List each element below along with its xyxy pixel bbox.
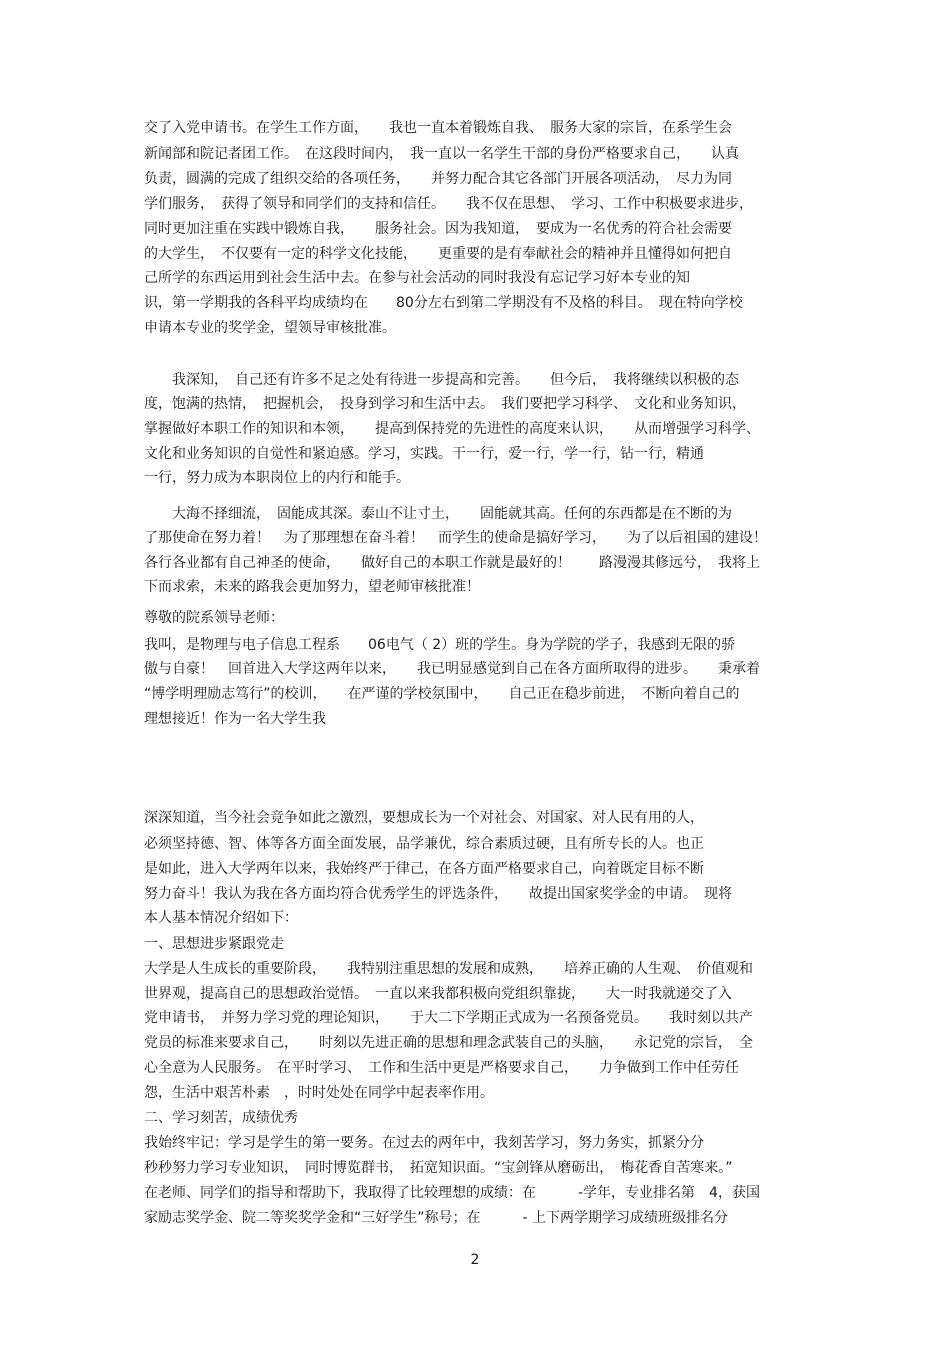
section-heading: 二、学习刻苦，成绩优秀 bbox=[144, 1110, 298, 1126]
text-line: 我叫，是物理与电子信息工程系 06电气（ 2）班的学生。身为学院的学子，我感到无限的骄 bbox=[144, 637, 736, 653]
text-line: 大海不择细流， 固能成其深。泰山不让寸土， 固能就其高。任何的东西都是在不断的为 bbox=[144, 506, 732, 522]
text-line: 了那使命在努力着！ 为了那理想在奋斗着！ 而学生的使命是搞好学习， 为了以后祖国的建设！ bbox=[144, 530, 767, 546]
text-line: 本人基本情况介绍如下： bbox=[144, 910, 298, 926]
text-line: 是如此，进入大学两年以来，我始终严于律己，在各方面严格要求自己，向着既定目标不断 bbox=[144, 861, 704, 877]
text-line: 度，饱满的热情， 把握机会， 投身到学习和生活中去。 我们要把学习科学、 文化和业务知识， bbox=[144, 396, 746, 412]
text-line: 家励志奖学金、院二等奖奖学金和“三好学生”称号；在 - 上下两学期学习成绩班级排名分 bbox=[144, 1210, 729, 1226]
text-line: 努力奋斗！我认为我在各方面均符合优秀学生的评选条件， 故提出国家奖学金的申请。 现将 bbox=[144, 886, 732, 902]
text-line: 各行各业都有自己神圣的使命， 做好自己的本职工作就是最好的！ 路漫漫其修远兮， 我将上 bbox=[144, 555, 760, 571]
page-number: 2 bbox=[470, 1252, 480, 1268]
text-line: 识，第一学期我的各科平均成绩均在 80分左右到第二学期没有不及格的科目。 现在特向学校 bbox=[144, 295, 743, 311]
text-line: 负责，圆满的完成了组织交给的各项任务， 并努力配合其它各部门开展各项活动， 尽力为同 bbox=[144, 171, 732, 187]
text-line: “博学明理励志笃行”的校训， 在严谨的学校氛围中， 自己正在稳步前进， 不断向着自己的 bbox=[144, 686, 740, 702]
text-line: 同时更加注重在实践中锻炼自我， 服务社会。因为我知道， 要成为一名优秀的符合社会需要 bbox=[144, 221, 732, 237]
text-line: 学们服务， 获得了领导和同学们的支持和信任。 我不仅在思想、 学习、工作中积极要求进步， bbox=[144, 196, 753, 212]
text-line: 我深知， 自己还有许多不足之处有待进一步提高和完善。 但今后， 我将继续以积极的态 bbox=[144, 372, 739, 388]
text-line: 己所学的东西运用到社会生活中去。在参与社会活动的同时我没有忘记学习好本专业的知 bbox=[144, 270, 690, 286]
text-line: 理想接近！作为一名大学生我 bbox=[144, 711, 326, 727]
text-line: 必须坚持德、智、体等各方面全面发展，品学兼优，综合素质过硬，且有所专长的人。也正 bbox=[144, 836, 704, 852]
text-line: 傲与自豪！ 回首进入大学这两年以来， 我已明显感觉到自己在各方面所取得的进步。 秉承着 bbox=[144, 661, 760, 677]
text-line: 文化和业务知识的自觉性和紧迫感。学习，实践。干一行，爱一行，学一行，钻一行，精通 bbox=[144, 446, 704, 462]
text-line: 一行，努力成为本职岗位上的内行和能手。 bbox=[144, 470, 410, 486]
text-line: 我始终牢记：学习是学生的第一要务。在过去的两年中，我刻苦学习，努力务实，抓紧分分 bbox=[144, 1135, 704, 1151]
text-line: 掌握做好本职工作的知识和本领， 提高到保持党的先进性的高度来认识， 从而增强学习科学、 bbox=[144, 421, 760, 437]
text-line: 党员的标准来要求自己， 时刻以先进正确的思想和理念武装自己的头脑， 永记党的宗旨， 全 bbox=[144, 1035, 753, 1051]
text-line: 申请本专业的奖学金，望领导审核批准。 bbox=[144, 320, 396, 336]
text-line: 在老师、同学们的指导和帮助下，我取得了比较理想的成绩：在 -学年，专业排名第 4，获国 bbox=[144, 1185, 760, 1201]
text-line: 交了入党申请书。在学生工作方面， 我也一直本着锻炼自我、 服务大家的宗旨，在系学生会 bbox=[144, 120, 732, 136]
text-line: 深深知道，当今社会竞争如此之激烈，要想成长为一个对社会、对国家、对人民有用的人， bbox=[144, 810, 704, 826]
text-line: 心全意为人民服务。 在平时学习、 工作和生活中更是严格要求自己， 力争做到工作中任劳任 bbox=[144, 1060, 739, 1076]
text-line: 的大学生， 不仅要有一定的科学文化技能， 更重要的是有奉献社会的精神并且懂得如何把自 bbox=[144, 246, 732, 262]
section-heading: 一、思想进步紧跟党走 bbox=[144, 936, 284, 952]
text-line: 新闻部和院记者团工作。 在这段时间内， 我一直以一名学生干部的身份严格要求自己， 认真 bbox=[144, 146, 739, 162]
text-line: 秒秒努力学习专业知识， 同时博览群书， 拓宽知识面。“宝剑锋从磨砺出， 梅花香自苦寒来。” bbox=[144, 1160, 733, 1176]
text-line: 怨，生活中艰苦朴素 ，时时处处在同学中起表率作用。 bbox=[144, 1085, 494, 1101]
text-line: 世界观，提高自己的思想政治觉悟。 一直以来我都积极向党组织靠拢， 大一时我就递交了入 bbox=[144, 986, 732, 1002]
text-line: 下而求索，未来的路我会更加努力，望老师审核批准！ bbox=[144, 579, 480, 595]
salutation: 尊敬的院系领导老师： bbox=[144, 610, 284, 626]
text-line: 党申请书， 并努力学习党的理论知识， 于大二下学期正式成为一名预备党员。 我时刻以共产 bbox=[144, 1010, 753, 1026]
text-line: 大学是人生成长的重要阶段， 我特别注重思想的发展和成熟， 培养正确的人生观、 价值观和 bbox=[144, 961, 753, 977]
